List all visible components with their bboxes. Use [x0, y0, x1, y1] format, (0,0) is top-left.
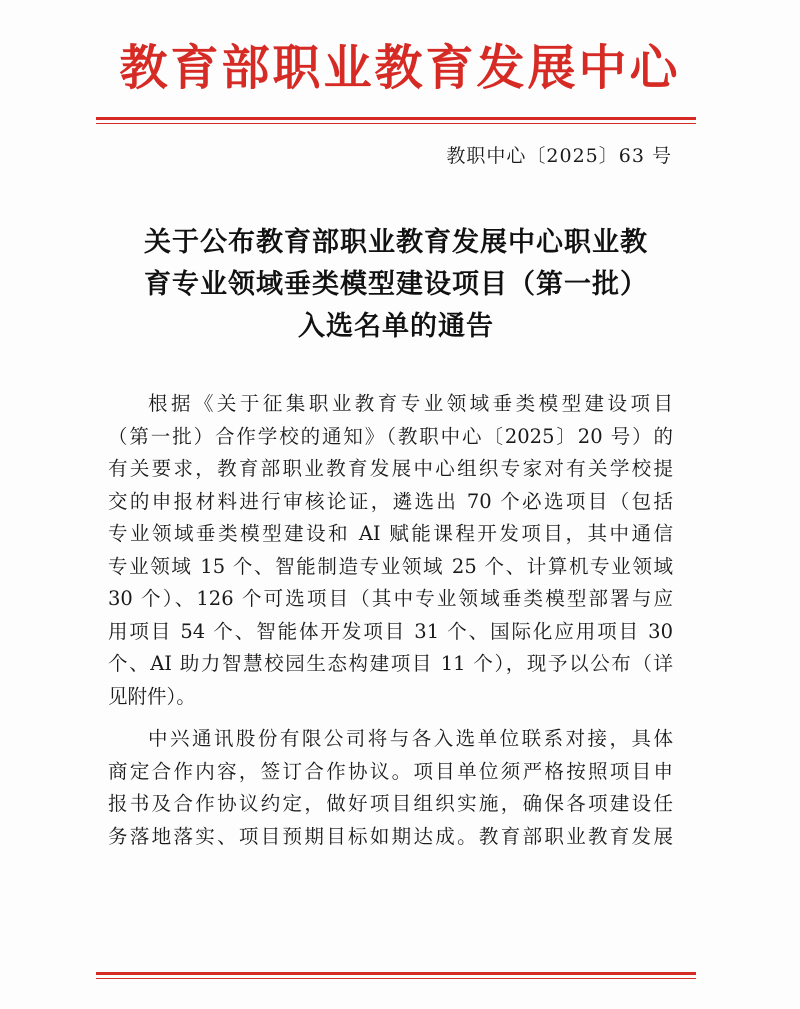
header-red-rule-thin [96, 123, 696, 124]
body-line: 根据《关于征集职业教育专业领域垂类模型建设项目 [148, 392, 673, 415]
footer-red-rule-thin [96, 978, 696, 979]
header-red-rule-thick [96, 117, 696, 120]
document-title [96, 222, 696, 348]
masthead-org-name: 教育部职业教育发展中心 [119, 40, 681, 96]
title-line: 入选名单的通告 [298, 311, 494, 342]
body-line: 报书及合作协议约定，做好项目组织实施，确保各项建设任 [108, 792, 673, 815]
title-line: 育专业领域垂类模型建设项目（第一批） [144, 269, 648, 300]
body-line: 交的申报材料进行审核论证，遴选出 70 个必选项目（包括 [108, 489, 673, 513]
body-line: 见附件）。 [108, 684, 196, 708]
body-line: 用项目 54 个、智能体开发项目 31 个、国际化应用项目 30 [108, 619, 673, 643]
document-number: 教职中心〔2025〕63 号 [446, 145, 672, 167]
body-line: 专业领域 15 个、智能制造专业领域 25 个、计算机专业领域 [108, 554, 673, 578]
body-line: 中兴通讯股份有限公司将与各入选单位联系对接，具体 [148, 727, 673, 750]
footer-red-rule-thick [96, 972, 696, 975]
body-line: 有关要求，教育部职业教育发展中心组织专家对有关学校提 [108, 457, 673, 480]
document-body [108, 388, 673, 853]
body-line: 商定合作内容，签订合作协议。项目单位须严格按照项目申 [108, 759, 673, 783]
paragraph-1 [108, 388, 673, 713]
body-line: 专业领域垂类模型建设和 AI 赋能课程开发项目，其中通信 [108, 522, 673, 545]
body-line: 个、AI 助力智慧校园生态构建项目 11 个），现予以公布（详 [108, 652, 673, 675]
title-line: 关于公布教育部职业教育发展中心职业教 [144, 227, 648, 258]
body-line: 30 个）、126 个可选项目（其中专业领域垂类模型部署与应 [108, 587, 673, 610]
body-line: 务落地落实、项目预期目标如期达成。教育部职业教育发展 [108, 824, 673, 848]
body-line: （第一批）合作学校的通知》（教职中心〔2025〕20 号）的 [108, 424, 673, 448]
paragraph-2 [108, 723, 673, 853]
